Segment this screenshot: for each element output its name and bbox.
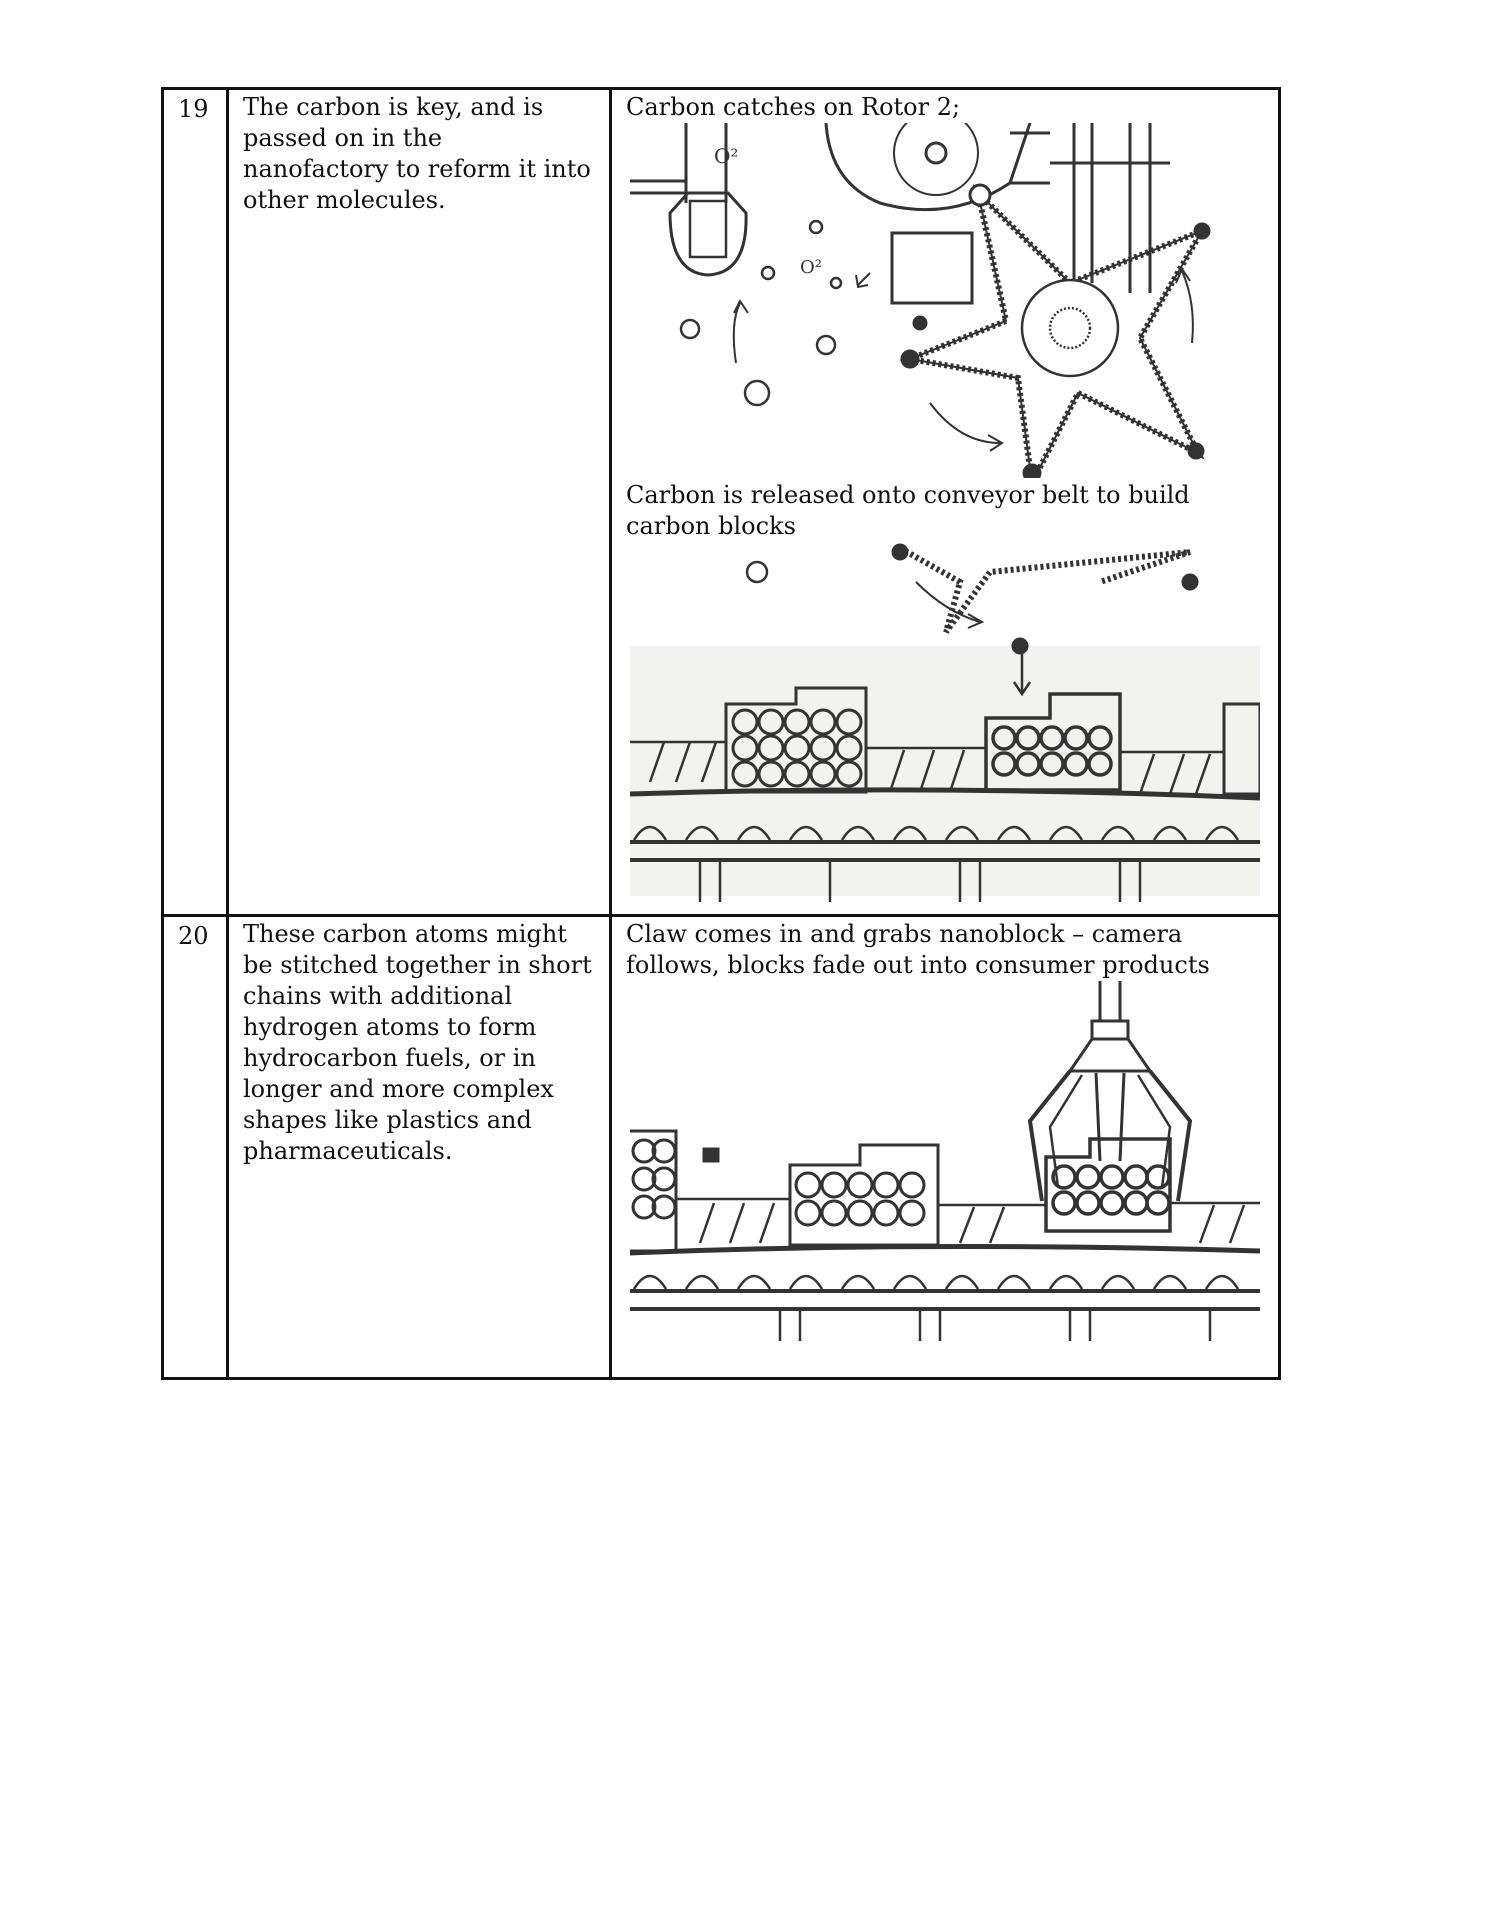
arrow-rotate-right: [1176, 269, 1193, 343]
narration-text: The carbon is key, and is passed on in the nanofactory to reform it into other molecules.: [243, 93, 591, 214]
carbon-atom: [1013, 639, 1027, 653]
belt-surface: [630, 1246, 1260, 1253]
debris: [704, 1149, 718, 1161]
oxygen-atom: [745, 381, 769, 405]
carbon-block-grabbed: [1046, 1139, 1170, 1231]
claw-cable: [1100, 981, 1120, 1021]
oxygen-atom: [681, 320, 699, 338]
claw-grab-sketch: [630, 981, 1260, 1341]
carbon-atom: [914, 317, 926, 329]
rotor-2-hub: [1022, 280, 1118, 376]
visual-caption: Claw comes in and grabs nanoblock – camera follows, blocks fade out into consumer products: [626, 920, 1210, 979]
claw-mount: [1092, 1021, 1128, 1039]
scene-number: 20: [178, 922, 209, 950]
conveyor-rollers: [634, 1276, 1238, 1289]
scene-number-cell: [163, 916, 228, 1379]
conveyor-rail: [630, 1291, 1260, 1309]
pipe-nozzle-inner: [690, 201, 726, 257]
visual-caption: Carbon is released onto conveyor belt to build carbon blocks: [626, 481, 1190, 540]
rotor-2-tip: [970, 185, 990, 205]
claw-head: [1070, 1039, 1150, 1071]
rotor-1-body: [826, 123, 1030, 210]
arrow-up-left: [734, 301, 748, 363]
oxygen-atom: [831, 278, 841, 288]
visual-cell: [611, 916, 1280, 1379]
carbon-block: [790, 1145, 938, 1245]
oxygen-atom: [762, 267, 774, 279]
table-row: [163, 89, 1280, 916]
carbon-atom: [1024, 465, 1040, 478]
scene-number: 19: [178, 95, 209, 123]
claw-center-bar: [1096, 1073, 1124, 1161]
rotor-1-center: [926, 143, 946, 163]
rotor-1-housing: [892, 233, 972, 303]
narration-cell: [228, 916, 611, 1379]
claw-arms-inner: [1050, 1075, 1170, 1187]
rotor-sketch: [630, 123, 1260, 478]
storyboard-table: [161, 87, 1281, 1380]
carbon-block-edge: [630, 1131, 676, 1251]
o2-label: O²: [714, 144, 739, 168]
visual-caption: Carbon catches on Rotor 2;: [626, 93, 961, 121]
table-row: [163, 916, 1280, 1379]
oxygen-atom: [747, 562, 767, 582]
carbon-atom: [893, 545, 907, 559]
rotor-2-star-part: [900, 548, 1190, 632]
belt-hatching: [700, 1203, 1244, 1243]
scene-number-cell: [163, 89, 228, 916]
carbon-atom: [1195, 224, 1209, 238]
conveyor-release-sketch: [630, 542, 1260, 902]
visual-cell: [611, 89, 1280, 916]
oxygen-atom: [810, 221, 822, 233]
carbon-atom: [902, 351, 918, 367]
rotor-1-arm: [1010, 133, 1050, 183]
narration-cell: [228, 89, 611, 916]
pipe-horizontal: [630, 181, 686, 193]
oxygen-atom: [817, 336, 835, 354]
pipe-nozzle: [670, 193, 746, 275]
narration-text: These carbon atoms might be stitched together in short chains with additional hydrogen atoms to form hydrocarbon fuels, or in longer and more complex shapes like plastics and pharmaceuticals.: [243, 920, 592, 1165]
belt-top-edge: [676, 1199, 1260, 1205]
carbon-atom: [1189, 444, 1203, 458]
carbon-atom: [1183, 575, 1197, 589]
o2-label: O²: [800, 257, 822, 278]
conveyor-legs: [780, 1311, 1210, 1341]
arrow-small: [856, 273, 870, 287]
arrow-rotate-bottom: [930, 403, 1002, 451]
rotor-1-hub: [894, 123, 978, 195]
